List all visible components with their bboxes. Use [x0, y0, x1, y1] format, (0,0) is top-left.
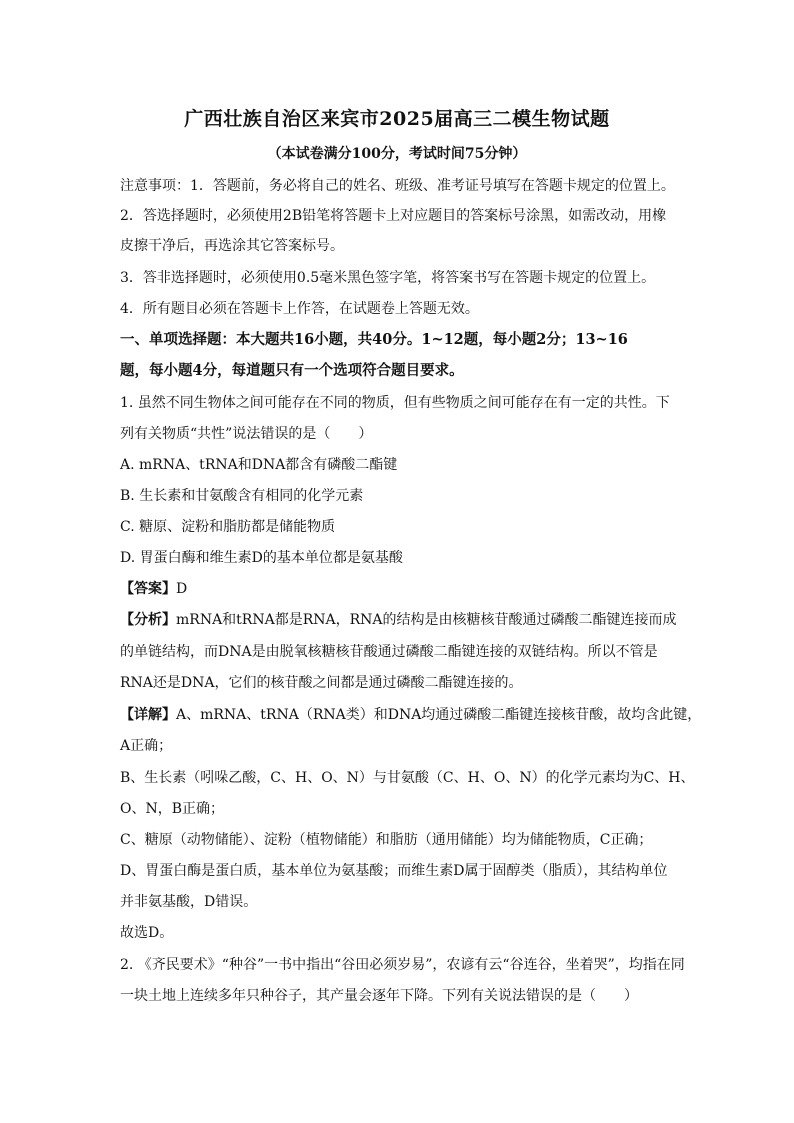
detail-text: C、糖原（动物储能）、淀粉（植物储能）和脂肪（通用储能）均为储能物质，C正确； [120, 832, 653, 848]
answer-line [120, 579, 680, 599]
option-d: D. 胃蛋白酶和维生素D的基本单位都是氨基酸 [120, 550, 403, 566]
notes-line: 皮擦干净后，再选涂其它答案标号。 [120, 238, 344, 254]
detail-text: O、N，B正确； [120, 801, 225, 817]
question-stem: 一块土地上连续多年只种谷子，其产量会逐年下降。下列有关说法错误的是（ ） [120, 988, 638, 1004]
section-heading: 一、单项选择题：本大题共16小题，共40分。1~12题，每小题2分；13~16 [120, 331, 628, 348]
analysis-line [120, 610, 680, 630]
question-stem: 列有关物质“共性”说法错误的是（ ） [120, 426, 373, 442]
detail-text: A正确； [120, 738, 173, 754]
section-heading: 题，每小题4分，每道题只有一个选项符合题目要求。 [120, 362, 464, 379]
page-title: 广西壮族自治区来宾市2025届高三二模生物试题 [184, 108, 610, 130]
detail-text: B、生长素（吲哚乙酸，C、H、O、N）与甘氨酸（C、H、O、N）的化学元素均为C、H、 [120, 770, 695, 786]
option-c: C. 糖原、淀粉和脂肪都是储能物质 [120, 519, 336, 535]
notes-line: 注意事项：1．答题前，务必将自己的姓名、班级、准考证号填写在答题卡规定的位置上。 [120, 178, 675, 194]
detail-text: A、mRNA、tRNA（RNA类）和DNA均通过磷酸二酯键连接核苷酸，故均含此键， [176, 707, 702, 723]
question-stem: 2. 《齐民要术》“种谷”一书中指出“谷田必须岁易”，农谚有云“谷连谷，坐着哭”，均指在同 [120, 957, 685, 973]
detail-line [120, 705, 702, 725]
option-a: A. mRNA、tRNA和DNA都含有磷酸二酯键 [120, 457, 398, 473]
detail-text: D、胃蛋白酶是蛋白质，基本单位为氨基酸；而维生素D属于固醇类（脂质），其结构单位 [120, 863, 668, 879]
option-b: B. 生长素和甘氨酸含有相同的化学元素 [120, 488, 364, 504]
analysis-text: 的单链结构，而DNA是由脱氧核糖核苷酸通过磷酸二酯键连接的双链结构。所以不管是 [120, 644, 658, 660]
analysis-text: RNA还是DNA，它们的核苷酸之间都是通过磷酸二酯键连接的。 [120, 675, 523, 691]
analysis-tag: 【分析】 [120, 612, 176, 628]
question-stem: 1. 虽然不同生物体之间可能存在不同的物质，但有些物质之间可能存在有一定的共性。下 [120, 395, 670, 411]
notes-line: 2．答选择题时，必须使用2B铅笔将答题卡上对应题目的答案标号涂黑，如需改动，用橡 [120, 208, 667, 224]
notes-line: 3．答非选择题时，必须使用0.5毫米黑色签字笔，将答案书写在答题卡规定的位置上。 [120, 270, 656, 286]
detail-tag: 【详解】 [120, 707, 176, 723]
page-subtitle: （本试卷满分100分，考试时间75分钟） [267, 146, 527, 162]
detail-text: 并非氨基酸，D错误。 [120, 894, 258, 910]
answer-value: D [176, 581, 188, 597]
answer-tag: 【答案】 [120, 581, 176, 597]
conclusion-text: 故选D。 [120, 925, 174, 941]
analysis-text: mRNA和tRNA都是RNA，RNA的结构是由核糖核苷酸通过磷酸二酯键连接而成 [176, 612, 677, 628]
notes-line: 4．所有题目必须在答题卡上作答，在试题卷上答题无效。 [120, 301, 479, 317]
